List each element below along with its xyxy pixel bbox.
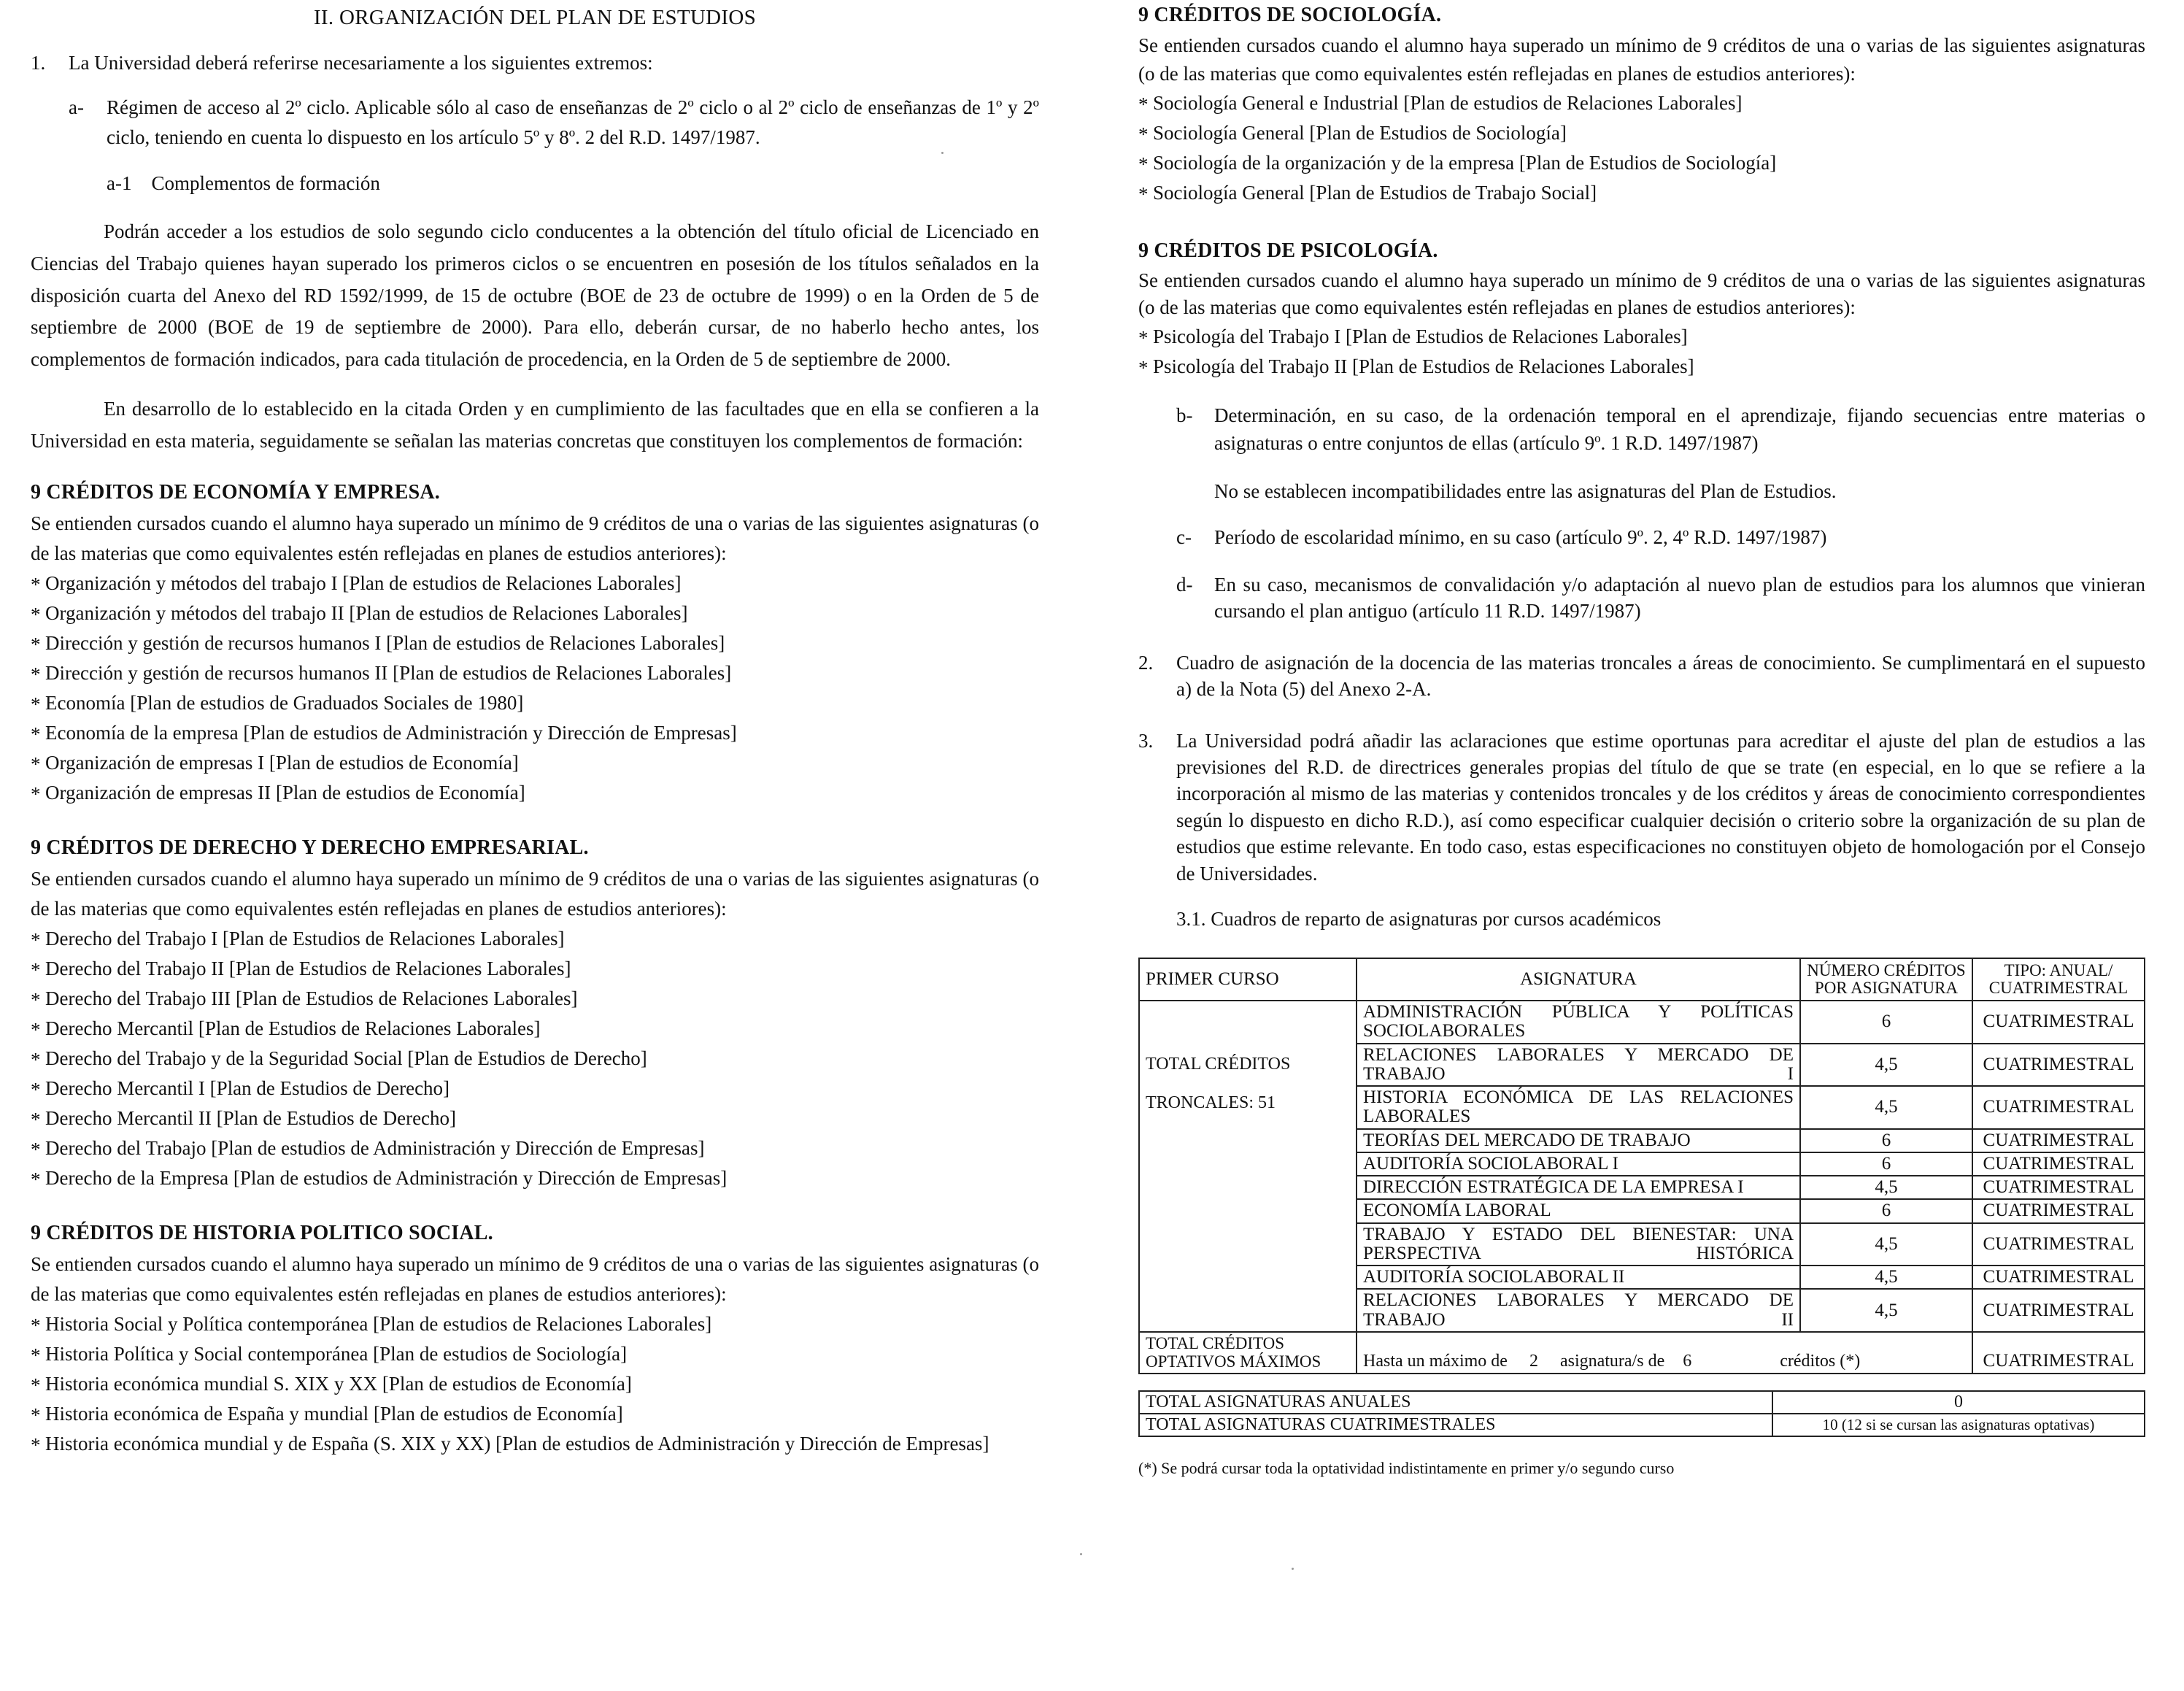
section-psicologia xyxy=(1138,236,2145,382)
header-course: PRIMER CURSO xyxy=(1139,958,1357,1001)
item-1-number: 1. xyxy=(31,52,46,74)
section-derecho xyxy=(31,833,1039,1193)
section-intro: Se entienden cursados cuando el alumno haya superado un mínimo de 9 créditos de una o varias de las siguientes asignaturas (o de las materias que como equivalentes estén reflejadas en planes de estudios anteriores): xyxy=(31,867,1039,920)
course-list xyxy=(31,924,1039,1193)
list-item: * Economía de la empresa [Plan de estudios de Administración y Dirección de Empresas] xyxy=(31,718,1039,748)
section-heading: 9 CRÉDITOS DE SOCIOLOGÍA. xyxy=(1138,4,1442,26)
troncales-label-2: TRONCALES: 51 xyxy=(1146,1093,1276,1113)
list-item: * Psicología del Trabajo I [Plan de Estudios de Relaciones Laborales] xyxy=(1138,322,2145,352)
subject-name: AUDITORÍA SOCIOLABORAL II xyxy=(1357,1266,1800,1289)
list-item: * Derecho Mercantil I [Plan de Estudios de Derecho] xyxy=(31,1074,1039,1103)
section-intro: Se entienden cursados cuando el alumno haya superado un mínimo de 9 créditos de una o varias de las siguientes asignaturas (o de las materias que como equivalentes estén reflejadas en planes de estudios anteriores): xyxy=(1138,34,2145,85)
item-1-text: La Universidad deberá referirse necesariamente a los siguientes extremos: xyxy=(69,52,653,74)
item-a-text: Régimen de acceso al 2º ciclo. Aplicable sólo al caso de enseñanzas de 2º ciclo o al 2º ciclo de enseñanzas de 1º y 2º ciclo, teniendo en cuenta lo dispuesto en los artículo 5º y 8º. 2 del R.D. 1497/1987. xyxy=(107,96,1039,149)
item-b-number: b- xyxy=(1176,404,1193,427)
item-c-number: c- xyxy=(1176,525,1192,548)
item-d xyxy=(1176,571,2145,625)
section-heading: 9 CRÉDITOS DE ECONOMÍA Y EMPRESA. xyxy=(31,481,440,504)
subject-type: CUATRIMESTRAL xyxy=(1972,1129,2145,1152)
optional-row xyxy=(1139,1332,2145,1374)
list-item: * Derecho de la Empresa [Plan de estudios de Administración y Dirección de Empresas] xyxy=(31,1163,1039,1193)
totals-table xyxy=(1138,1390,2145,1437)
list-item: * Psicología del Trabajo II [Plan de Estudios de Relaciones Laborales] xyxy=(1138,352,2145,382)
list-item: * Derecho del Trabajo III [Plan de Estudios de Relaciones Laborales] xyxy=(31,984,1039,1014)
list-item: * Derecho Mercantil II [Plan de Estudios de Derecho] xyxy=(31,1103,1039,1133)
totals-value: 0 xyxy=(1772,1391,2145,1414)
subject-credits: 6 xyxy=(1800,1001,1972,1044)
subject-credits: 4,5 xyxy=(1800,1266,1972,1289)
subject-type: CUATRIMESTRAL xyxy=(1972,1223,2145,1266)
list-item: * Organización de empresas I [Plan de estudios de Economía] xyxy=(31,748,1039,778)
subject-credits: 6 xyxy=(1800,1199,1972,1222)
subject-name: DIRECCIÓN ESTRATÉGICA DE LA EMPRESA I xyxy=(1357,1176,1800,1199)
subject-type: CUATRIMESTRAL xyxy=(1972,1152,2145,1176)
course-list xyxy=(31,569,1039,808)
troncales-label-1: TOTAL CRÉDITOS xyxy=(1146,1055,1291,1074)
subject-name: TRABAJO Y ESTADO DEL BIENESTAR: UNA PERSPECTIVA HISTÓRICA xyxy=(1357,1223,1800,1266)
subject-name: RELACIONES LABORALES Y MERCADO DE TRABAJO I xyxy=(1357,1044,1800,1087)
list-item: * Sociología General e Industrial [Plan de estudios de Relaciones Laborales] xyxy=(1138,88,2145,118)
list-item: * Derecho del Trabajo I [Plan de Estudios de Relaciones Laborales] xyxy=(31,924,1039,954)
subject-credits: 4,5 xyxy=(1800,1289,1972,1332)
list-item: * Sociología de la organización y de la empresa [Plan de Estudios de Sociología] xyxy=(1138,148,2145,178)
subject-credits: 4,5 xyxy=(1800,1223,1972,1266)
item-c-text: Período de escolaridad mínimo, en su caso (artículo 9º. 2, 4º R.D. 1497/1987) xyxy=(1214,525,1827,548)
subject-name: AUDITORÍA SOCIOLABORAL I xyxy=(1357,1152,1800,1176)
section-intro: Se entienden cursados cuando el alumno haya superado un mínimo de 9 créditos de una o varias de las siguientes asignaturas (o de las materias que como equivalentes estén reflejadas en planes de estudios anteriores): xyxy=(31,1252,1039,1305)
paragraph-2: En desarrollo de lo establecido en la citada Orden y en cumplimiento de las facultades que en ella se confieren a la Universidad en esta materia, seguidamente se señalan las materias concretas que constituyen los complementos de formación: xyxy=(31,397,1039,452)
item-3-1: 3.1. Cuadros de reparto de asignaturas por cursos académicos xyxy=(1176,908,1662,931)
totals-row xyxy=(1139,1414,2145,1436)
item-3-text: La Universidad podrá añadir las aclaraciones que estime oportunas para acreditar el ajuste del plan de estudios a las previsiones del R.D. de directrices generales propias del título de que se trate (en especial, en lo que se refiere a la incorporación al mismo de las materias y contenidos troncales y de los créditos y áreas de conocimiento correspondientes según lo dispuesto en dicho R.D.), así como especificar cualquier decisión o criterio sobre la organización de su plan de estudios que estime relevante. En todo caso, estas especificaciones no constituyen objeto de homologación por el Consejo de Universidades. xyxy=(1176,729,2145,885)
optional-type: CUATRIMESTRAL xyxy=(1972,1332,2145,1374)
subject-type: CUATRIMESTRAL xyxy=(1972,1044,2145,1087)
footnote: (*) Se podrá cursar toda la optatividad indistintamente en primer y/o segundo curso xyxy=(1138,1458,1675,1477)
item-2 xyxy=(1138,650,2145,703)
course-list xyxy=(1138,88,2145,208)
header-subject: ASIGNATURA xyxy=(1357,958,1800,1001)
totals-value: 10 (12 si se cursan las asignaturas optativas) xyxy=(1772,1414,2145,1436)
list-item: * Sociología General [Plan de Estudios de Sociología] xyxy=(1138,118,2145,148)
left-column xyxy=(31,0,1039,1459)
item-d-number: d- xyxy=(1176,573,1193,596)
item-b xyxy=(1176,402,2145,458)
subject-name: ADMINISTRACIÓN PÚBLICA Y POLÍTICAS SOCIOLABORALES xyxy=(1357,1001,1800,1044)
right-column xyxy=(1138,0,2145,1480)
list-item: * Dirección y gestión de recursos humanos I [Plan de estudios de Relaciones Laborales] xyxy=(31,628,1039,658)
subject-type: CUATRIMESTRAL xyxy=(1972,1289,2145,1332)
table-header-row xyxy=(1139,958,2145,1001)
subject-type: CUATRIMESTRAL xyxy=(1972,1176,2145,1199)
item-2-number: 2. xyxy=(1138,651,1154,674)
list-item: * Organización y métodos del trabajo I [Plan de estudios de Relaciones Laborales] xyxy=(31,569,1039,598)
item-b-text: Determinación, en su caso, de la ordenación temporal en el aprendizaje, fijando secuencias entre materias o asignaturas o entre conjuntos de ellas (artículo 9º. 1 R.D. 1497/1987) xyxy=(1214,404,2145,454)
list-item: * Historia Política y Social contemporánea [Plan de estudios de Sociología] xyxy=(31,1339,1039,1369)
optional-credits: 6 xyxy=(1683,1352,1692,1371)
list-item: * Historia económica mundial y de España (S. XIX y XX) [Plan de estudios de Administración y Dirección de Empresas] xyxy=(31,1429,1039,1459)
subject-credits: 4,5 xyxy=(1800,1086,1972,1129)
troncales-label-cell xyxy=(1139,1001,1357,1332)
list-item: * Organización y métodos del trabajo II [Plan de estudios de Relaciones Laborales] xyxy=(31,598,1039,628)
totals-label: TOTAL ASIGNATURAS CUATRIMESTRALES xyxy=(1139,1414,1772,1436)
totals-label: TOTAL ASIGNATURAS ANUALES xyxy=(1139,1391,1772,1414)
section-heading: 9 CRÉDITOS DE DERECHO Y DERECHO EMPRESARIAL. xyxy=(31,836,589,860)
list-item: * Organización de empresas II [Plan de estudios de Economía] xyxy=(31,778,1039,808)
item-a1: a-1 Complementos de formación xyxy=(107,172,380,195)
optional-text-1: Hasta un máximo de xyxy=(1363,1352,1508,1371)
item-3 xyxy=(1138,728,2145,887)
paragraph-1: Podrán acceder a los estudios de solo segundo ciclo conducentes a la obtención del título oficial de Licenciado en Ciencias del Trabajo quienes hayan superado los primeros ciclos o se encuentren en posesión de los títulos señalados en la disposición cuarta del Anexo del RD 1592/1999, de 15 de octubre (BOE de 23 de octubre de 1999) o en la Orden de 5 de septiembre de 2000 (BOE de 19 de septiembre de 2000). Para ello, deberán cursar, de no haberlo hecho antes, los complementos de formación indicados, para cada titulación de procedencia, en la Orden de 5 de septiembre de 2000. xyxy=(31,220,1039,371)
header-type: TIPO: ANUAL/ CUATRIMESTRAL xyxy=(1972,958,2145,1001)
list-item: * Historia económica mundial S. XIX y XX [Plan de estudios de Economía] xyxy=(31,1369,1039,1399)
optional-description xyxy=(1357,1332,1972,1374)
item-2-text: Cuadro de asignación de la docencia de las materias troncales a áreas de conocimiento. Se cumplimentará en el supuesto a) de la Nota (5) del Anexo 2-A. xyxy=(1176,651,2145,701)
list-item: * Historia Social y Política contemporánea [Plan de estudios de Relaciones Laborales] xyxy=(31,1309,1039,1339)
optional-text-2: asignatura/s de xyxy=(1559,1352,1665,1371)
list-item: * Derecho del Trabajo II [Plan de Estudios de Relaciones Laborales] xyxy=(31,954,1039,984)
section-heading: 9 CRÉDITOS DE HISTORIA POLITICO SOCIAL. xyxy=(31,1222,493,1245)
list-item: * Derecho Mercantil [Plan de Estudios de Relaciones Laborales] xyxy=(31,1014,1039,1044)
item-3-number: 3. xyxy=(1138,729,1154,752)
subject-type: CUATRIMESTRAL xyxy=(1972,1086,2145,1129)
subject-credits: 6 xyxy=(1800,1129,1972,1152)
subject-type: CUATRIMESTRAL xyxy=(1972,1199,2145,1222)
scan-speck xyxy=(1080,1553,1082,1555)
optional-count: 2 xyxy=(1529,1352,1538,1371)
list-item: * Derecho del Trabajo [Plan de estudios de Administración y Dirección de Empresas] xyxy=(31,1133,1039,1163)
item-b-note: No se establecen incompatibilidades entre las asignaturas del Plan de Estudios. xyxy=(1214,479,1837,502)
list-item: * Economía [Plan de estudios de Graduados Sociales de 1980] xyxy=(31,688,1039,718)
item-c xyxy=(1176,523,2145,552)
section-historia xyxy=(31,1218,1039,1459)
scan-speck xyxy=(941,152,944,154)
subject-credits: 6 xyxy=(1800,1152,1972,1176)
scan-speck xyxy=(1292,1568,1294,1570)
subject-credits: 4,5 xyxy=(1800,1176,1972,1199)
list-item: * Historia económica de España y mundial [Plan de estudios de Economía] xyxy=(31,1399,1039,1429)
subject-name: RELACIONES LABORALES Y MERCADO DE TRABAJO II xyxy=(1357,1289,1800,1332)
section-heading: 9 CRÉDITOS DE PSICOLOGÍA. xyxy=(1138,239,1438,262)
subject-type: CUATRIMESTRAL xyxy=(1972,1266,2145,1289)
courses-table xyxy=(1138,958,2145,1374)
subject-credits: 4,5 xyxy=(1800,1044,1972,1087)
subject-name: TEORÍAS DEL MERCADO DE TRABAJO xyxy=(1357,1129,1800,1152)
course-list xyxy=(1138,322,2145,382)
section-intro: Se entienden cursados cuando el alumno haya superado un mínimo de 9 créditos de una o varias de las siguientes asignaturas (o de las materias que como equivalentes estén reflejadas en planes de estudios anteriores): xyxy=(31,512,1039,564)
list-item: * Dirección y gestión de recursos humanos II [Plan de estudios de Relaciones Laborales] xyxy=(31,658,1039,688)
subject-type: CUATRIMESTRAL xyxy=(1972,1001,2145,1044)
optional-text-3: créditos (*) xyxy=(1780,1352,1861,1371)
optional-label: TOTAL CRÉDITOS OPTATIVOS MÁXIMOS xyxy=(1139,1332,1357,1374)
item-d-text: En su caso, mecanismos de convalidación y/o adaptación al nuevo plan de estudios para los alumnos que vinieran cursando el plan antiguo (artículo 11 R.D. 1497/1987) xyxy=(1214,573,2145,623)
header-credits: NÚMERO CRÉDITOS POR ASIGNATURA xyxy=(1800,958,1972,1001)
section-title: II. ORGANIZACIÓN DEL PLAN DE ESTUDIOS xyxy=(313,6,757,29)
subject-name: ECONOMÍA LABORAL xyxy=(1357,1199,1800,1222)
totals-row xyxy=(1139,1391,2145,1414)
section-sociologia xyxy=(1138,0,2145,208)
item-a-number: a- xyxy=(69,96,84,119)
section-economia xyxy=(31,477,1039,808)
item-1 xyxy=(31,48,1039,78)
course-list xyxy=(31,1309,1039,1459)
subject-name: HISTORIA ECONÓMICA DE LAS RELACIONES LABORALES xyxy=(1357,1086,1800,1129)
list-item: * Derecho del Trabajo y de la Seguridad Social [Plan de Estudios de Derecho] xyxy=(31,1044,1039,1074)
list-item: * Sociología General [Plan de Estudios de Trabajo Social] xyxy=(1138,178,2145,208)
table-row xyxy=(1139,1001,2145,1044)
section-intro: Se entienden cursados cuando el alumno haya superado un mínimo de 9 créditos de una o varias de las siguientes asignaturas (o de las materias que como equivalentes estén reflejadas en planes de estudios anteriores): xyxy=(1138,269,2145,319)
item-a xyxy=(69,93,1039,153)
